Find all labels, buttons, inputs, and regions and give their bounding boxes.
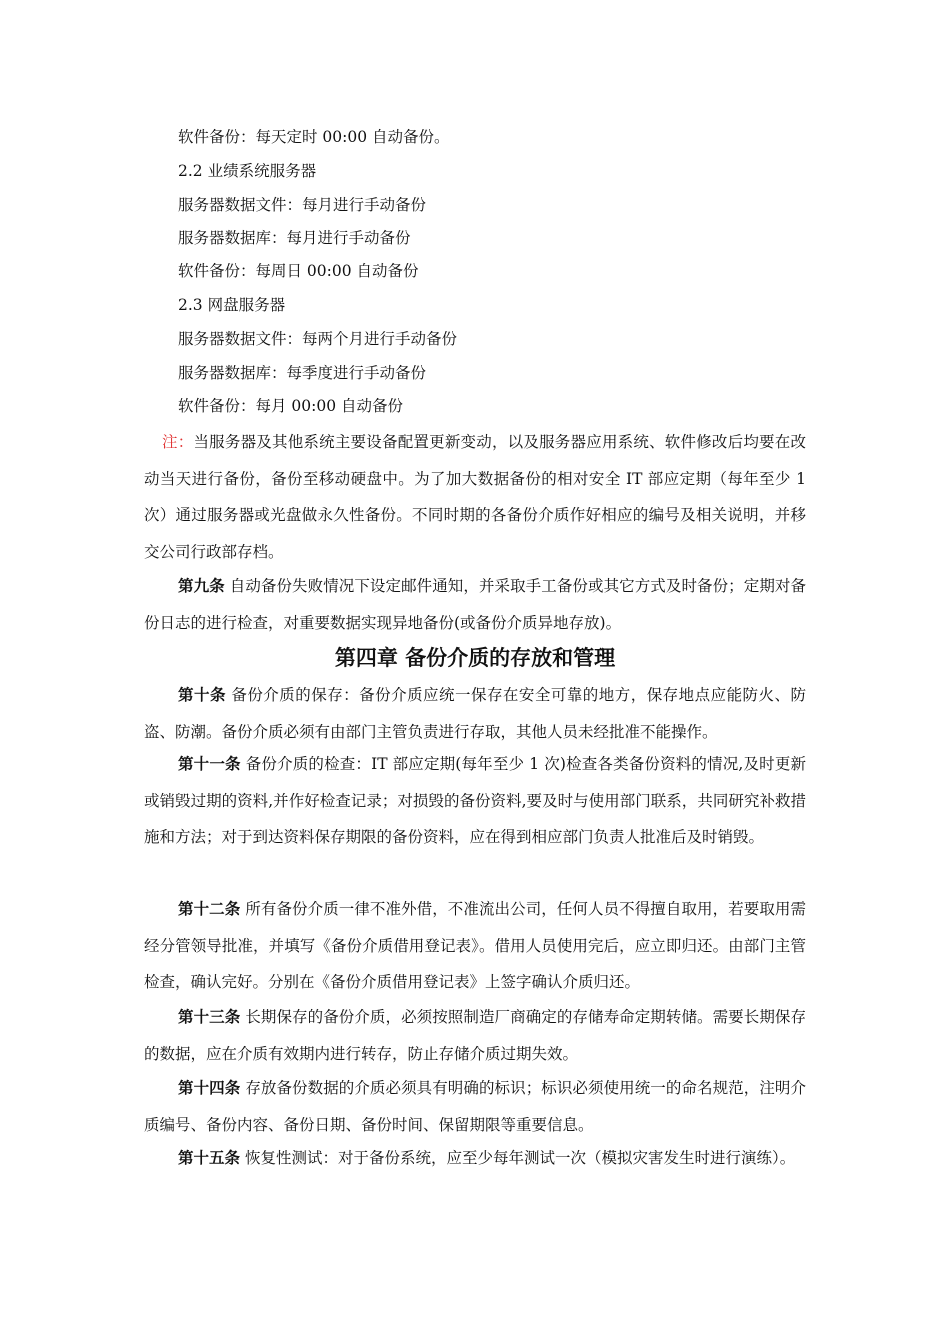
chapter-title: 第四章 备份介质的存放和管理	[334, 646, 616, 670]
article-label: 第九条	[178, 576, 225, 595]
note-paragraph	[144, 424, 806, 570]
article-text: 自动备份失败情况下设定邮件通知，并采取手工备份或其它方式及时备份；定期对备份日志的进行检查，对重要数据实现异地备份(或备份介质异地存放)。	[144, 577, 806, 632]
article-text: 恢复性测试：对于备份系统，应至少每年测试一次（模拟灾害发生时进行演练）。	[240, 1149, 796, 1167]
backup-line: 软件备份：每周日 00:00 自动备份	[178, 262, 419, 280]
article-label: 第十条	[178, 685, 226, 704]
section-heading: 2.3 网盘服务器	[178, 296, 286, 314]
note-label: 注：	[162, 433, 194, 451]
article-15	[144, 1140, 806, 1177]
article-text: 所有备份介质一律不准外借，不准流出公司，任何人员不得擅自取用，若要取用需经分管领导批准，并填写《备份介质借用登记表》。借用人员使用完后，应立即归还。由部门主管检查，确认完好。分别在《备份介质借用登记表》上签字确认介质归还。	[144, 900, 806, 991]
article-text: 长期保存的备份介质，必须按照制造厂商确定的存储寿命定期转储。需要长期保存的数据，应在介质有效期内进行转存，防止存储介质过期失效。	[144, 1008, 806, 1063]
backup-line: 服务器数据库：每季度进行手动备份	[178, 364, 427, 382]
backup-line: 服务器数据文件：每两个月进行手动备份	[178, 330, 458, 348]
section-heading: 2.2 业绩系统服务器	[178, 162, 317, 180]
backup-line: 软件备份：每天定时 00:00 自动备份。	[178, 128, 450, 146]
article-label: 第十一条	[178, 754, 241, 773]
note-text: 当服务器及其他系统主要设备配置更新变动，以及服务器应用系统、软件修改后均要在改动当天进行备份，备份至移动硬盘中。为了加大数据备份的相对安全 IT 部应定期（每年至少 1 次）通过服务器或光盘做永久性备份。不同时期的各备份介质作好相应的编号及相关说明，并移交公司行政部存档。	[144, 433, 806, 561]
article-text: 备份介质的检查：IT 部应定期(每年至少 1 次)检查各类备份资料的情况,及时更新或销毁过期的资料,并作好检查记录；对损毁的备份资料,要及时与使用部门联系，共同研究补救措施和方法；对于到达资料保存期限的备份资料，应在得到相应部门负责人批准后及时销毁。	[144, 755, 806, 846]
article-9	[144, 568, 806, 641]
backup-line: 服务器数据库：每月进行手动备份	[178, 229, 411, 247]
article-14	[144, 1070, 806, 1143]
article-label: 第十五条	[178, 1148, 241, 1167]
article-text: 存放备份数据的介质必须具有明确的标识；标识必须使用统一的命名规范，注明介质编号、备份内容、备份日期、备份时间、保留期限等重要信息。	[144, 1079, 806, 1134]
article-12	[144, 891, 806, 1001]
article-13	[144, 999, 806, 1072]
article-11	[144, 746, 806, 856]
article-text: 备份介质的保存：备份介质应统一保存在安全可靠的地方，保存地点应能防火、防盗、防潮。备份介质必须有由部门主管负责进行存取，其他人员未经批准不能操作。	[144, 686, 806, 741]
article-label: 第十三条	[178, 1007, 241, 1026]
article-label: 第十二条	[178, 899, 241, 918]
article-label: 第十四条	[178, 1078, 241, 1097]
article-10	[144, 677, 806, 750]
backup-line: 软件备份：每月 00:00 自动备份	[178, 397, 404, 415]
backup-line: 服务器数据文件：每月进行手动备份	[178, 196, 427, 214]
